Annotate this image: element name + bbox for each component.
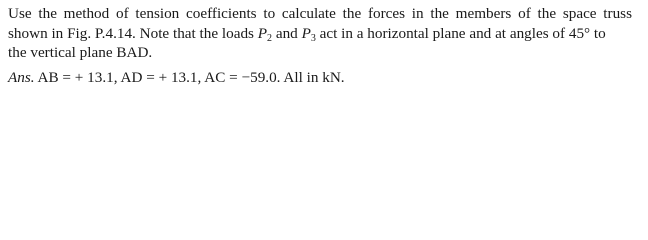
load-p3-symbol: P — [301, 24, 311, 42]
answer-line — [8, 68, 345, 88]
problem-line-2-start: shown in Fig. P.4.14. Note that the loads — [8, 24, 258, 42]
problem-line-1: Use the method of tension coefficients to calculate the forces in the members of the space truss — [8, 5, 632, 22]
load-p3-subscript: 3 — [310, 32, 316, 44]
problem-statement — [8, 4, 644, 63]
answer-label: Ans. — [8, 69, 35, 86]
load-p2-subscript: 2 — [267, 32, 273, 44]
problem-line-2-end: act in a horizontal plane and at angles of 45° to — [315, 24, 606, 42]
problem-line-3: the vertical plane BAD. — [8, 44, 153, 61]
answer-values: AB = + 13.1, AD = + 13.1, AC = −59.0. All in kN. — [34, 69, 345, 86]
problem-line-2 — [8, 24, 644, 44]
problem-line-2-and: and — [272, 24, 302, 42]
load-p2-symbol: P — [257, 24, 268, 42]
